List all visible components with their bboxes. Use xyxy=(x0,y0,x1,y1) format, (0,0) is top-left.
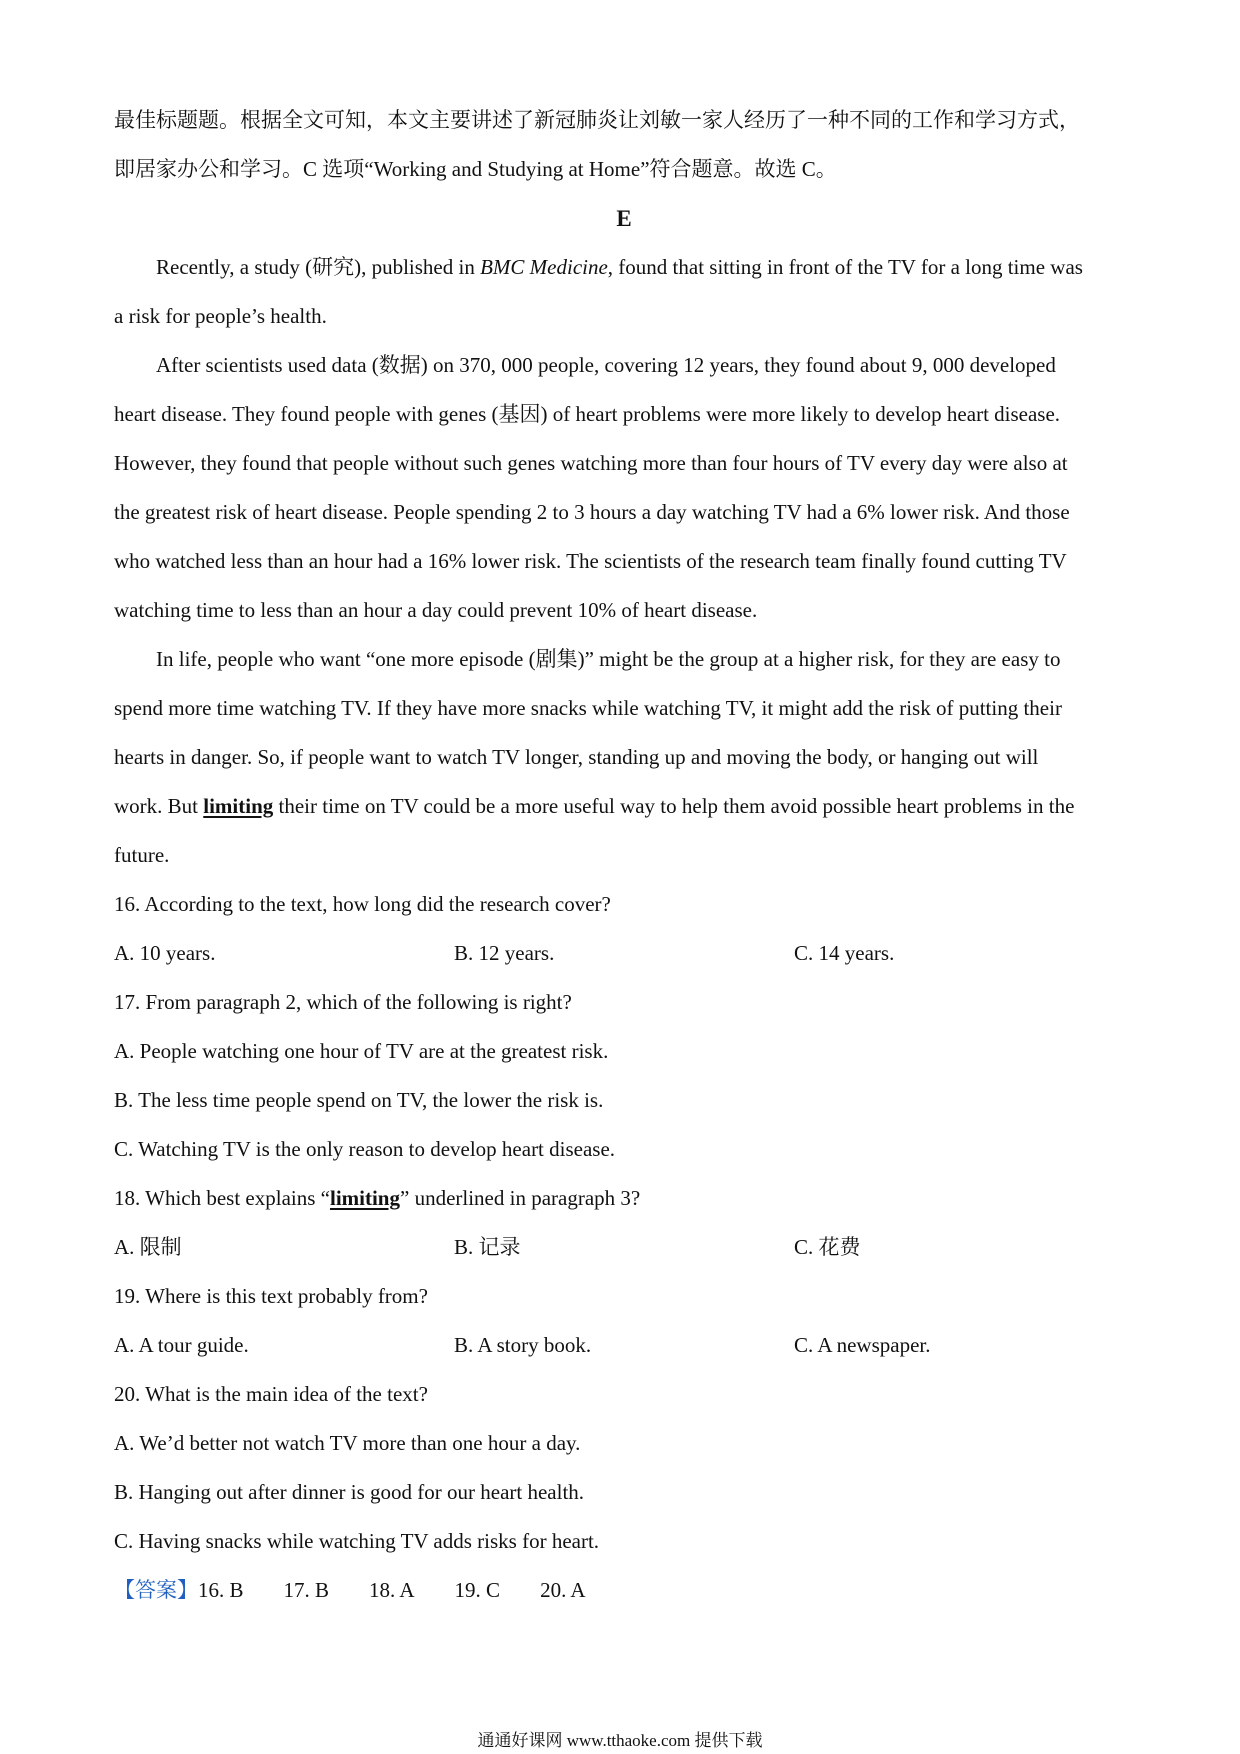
option-b: B. Hanging out after dinner is good for our heart health. xyxy=(114,1480,585,1504)
prev-explanation-line-1: 最佳标题题。根据全文可知，本文主要讲述了新冠肺炎让刘敏一家人经历了一种不同的工作和学习方式， xyxy=(114,108,1080,132)
text-span: Recently, a study (研究), published in xyxy=(156,255,481,279)
passage-line: However, they found that people without such genes watching more than four hours of TV every day were also at xyxy=(114,451,1068,475)
passage-line: spend more time watching TV. If they have more snacks while watching TV, it might add the risk of putting their xyxy=(114,696,1062,720)
passage-line: the greatest risk of heart disease. People spending 2 to 3 hours a day watching TV had a 6% lower risk. And those xyxy=(114,500,1070,524)
text-span: , found that sitting in front of the TV for a long time was xyxy=(607,255,1083,279)
option-a: A. 10 years. xyxy=(114,941,216,965)
passage-line: hearts in danger. So, if people want to watch TV longer, standing up and moving the body, or hanging out will xyxy=(114,745,1039,769)
option-a: A. We’d better not watch TV more than one hour a day. xyxy=(114,1431,581,1455)
question-16: 16. According to the text, how long did the research cover? xyxy=(114,892,611,916)
passage-line: watching time to less than an hour a day could prevent 10% of heart disease. xyxy=(114,598,758,622)
question-19-options xyxy=(114,1321,1134,1370)
question-20: 20. What is the main idea of the text? xyxy=(114,1382,428,1406)
text-span: work. But xyxy=(114,794,204,818)
option-c: C. Having snacks while watching TV adds risks for heart. xyxy=(114,1529,600,1553)
option-c: C. 花费 xyxy=(794,1235,861,1259)
option-a: A. 限制 xyxy=(114,1235,182,1259)
text-span: their time on TV could be a more useful way to help them avoid possible heart problems in the xyxy=(273,794,1075,818)
option-b: B. 记录 xyxy=(454,1235,521,1259)
passage-line: heart disease. They found people with genes (基因) of heart problems were more likely to develop heart disease. xyxy=(114,402,1061,426)
question-17: 17. From paragraph 2, which of the following is right? xyxy=(114,990,572,1014)
option-c: C. 14 years. xyxy=(794,941,895,965)
option-b: B. The less time people spend on TV, the lower the risk is. xyxy=(114,1088,604,1112)
answer-tag: 【答案】 xyxy=(114,1578,198,1602)
option-b: B. A story book. xyxy=(454,1333,592,1357)
answer-item: 18. A xyxy=(369,1578,415,1602)
page-footer: 通通好课网 www.tthaoke.com 提供下载 xyxy=(477,1731,763,1750)
question-19: 19. Where is this text probably from? xyxy=(114,1284,428,1308)
option-c: C. A newspaper. xyxy=(794,1333,931,1357)
answer-line xyxy=(114,1566,1134,1615)
passage-line: future. xyxy=(114,843,170,867)
answer-item: 16. B xyxy=(198,1578,244,1602)
question-18 xyxy=(114,1174,1134,1223)
passage-line xyxy=(114,243,1134,292)
passage-line xyxy=(114,782,1134,831)
passage-line: In life, people who want “one more episode (剧集)” might be the group at a higher risk, for they are easy to xyxy=(156,647,1061,671)
passage-line: a risk for people’s health. xyxy=(114,304,327,328)
section-title: E xyxy=(616,206,632,231)
answer-item: 19. C xyxy=(454,1578,501,1602)
question-18-options xyxy=(114,1223,1134,1272)
passage-line: who watched less than an hour had a 16% lower risk. The scientists of the research team finally found cutting TV xyxy=(114,549,1067,573)
text-span: ” underlined in paragraph 3? xyxy=(400,1186,641,1210)
answer-item: 20. A xyxy=(540,1578,586,1602)
underlined-word: limiting xyxy=(329,1186,400,1210)
option-a: A. A tour guide. xyxy=(114,1333,249,1357)
passage-line: After scientists used data (数据) on 370, 000 people, covering 12 years, they found about 9, 000 developed xyxy=(156,353,1056,377)
option-c: C. Watching TV is the only reason to develop heart disease. xyxy=(114,1137,616,1161)
question-16-options xyxy=(114,929,1134,978)
option-b: B. 12 years. xyxy=(454,941,555,965)
prev-explanation-line-2: 即居家办公和学习。C 选项“Working and Studying at Home”符合题意。故选 C。 xyxy=(114,157,837,181)
option-a: A. People watching one hour of TV are at the greatest risk. xyxy=(114,1039,609,1063)
underlined-word: limiting xyxy=(203,794,274,818)
answer-item: 17. B xyxy=(283,1578,330,1602)
journal-name: BMC Medicine xyxy=(480,255,608,279)
page-content xyxy=(114,96,1134,1615)
text-span: 18. Which best explains “ xyxy=(114,1186,330,1210)
